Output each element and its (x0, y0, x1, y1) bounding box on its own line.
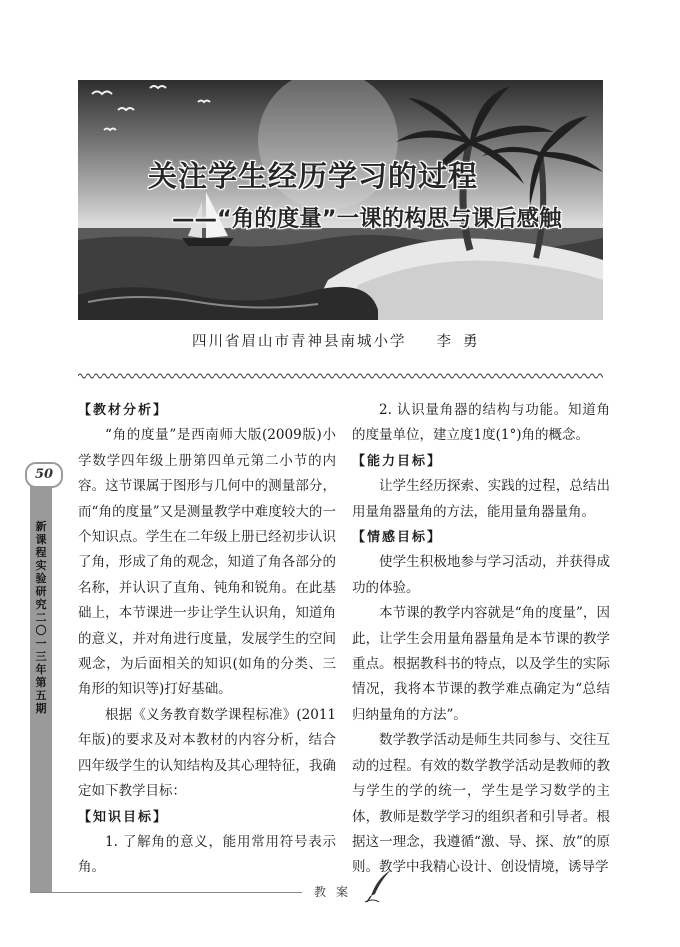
paragraph: 1. 了解角的意义，能用常用符号表示角。 (78, 833, 336, 876)
paragraph: 数学教学活动是师生共同参与、交往互动的过程。有效的数学教学活动是教师的教与学生的学的统一，学生是学习数学的主体，教师是数学学习的组织者和引导者。根据这一理念，我遵循“激、导、探、放”的原则。教学中我精心设计、创设情境，诱导学 (352, 732, 610, 876)
footer-rule (30, 892, 302, 893)
paragraph: 使学生积极地参与学习活动，并获得成功的体验。 (352, 554, 610, 596)
beach-scene-illustration (78, 80, 603, 320)
section-heading-material-analysis: 【教材分析】 (78, 403, 169, 418)
section-heading-ability-goals: 【能力目标】 (352, 453, 443, 469)
paragraph: 2. 认识量角器的结构与功能。知道角的度量单位，建立度1度(1°)角的概念。 (352, 402, 610, 444)
section-heading-knowledge-goals: 【知识目标】 (78, 809, 169, 825)
title-banner (78, 80, 603, 320)
paragraph: 让学生经历探索、实践的过程，总结出用量角器量角的方法，能用量角器量角。 (352, 478, 610, 520)
author-affiliation: 四川省眉山市青神县南城小学 (192, 334, 407, 350)
section-heading-emotion-goals: 【情感目标】 (352, 530, 443, 546)
paragraph: 本节课的教学内容就是“角的度量”，因此，让学生会用量角器量角是本节课的教学重点。根据教科书的特点，以及学生的实际情况，我将本节课的教学难点确定为“总结归纳量角的方法”。 (352, 605, 610, 723)
paragraph: “角的度量”是西南师大版(2009版)小学数学四年级上册第四单元第二小节的内容。这节课属于图形与几何中的测量部分，而“角的度量”又是测量教学中难度较大的一个知识点。学生在二年级上册已经初步认识了角，形成了角的观念，知道了角各部分的名称，并认识了直角、钝角和锐角。在此基础上，本节课进一步让学生认识角，知道角的意义，并对角进行度量，发展学生的空间观念，为后面相关的知识(如角的分类、三角形的知识等)打好基础。 (78, 427, 336, 698)
author-name: 李勇 (436, 334, 490, 350)
article-subtitle: ——“角的度量”一课的构思与课后感触 (172, 206, 562, 232)
article-title: 关注学生经历学习的过程 (148, 159, 479, 193)
right-column (352, 398, 610, 881)
page-number: 50 (25, 462, 63, 488)
left-column (78, 398, 336, 881)
wavy-divider (78, 371, 603, 381)
journal-issue-label: 新课程实验研究 二〇一三年 第五期 (35, 520, 47, 715)
paragraph: 根据《义务教育数学课程标准》(2011年版)的要求及对本教材的内容分析，结合四年级学生的认知结构及其心理特征，我确定如下教学目标： (78, 706, 336, 800)
author-line (192, 330, 490, 351)
footer-section-label: 教案 (314, 885, 359, 899)
quill-pen-icon (363, 868, 395, 904)
